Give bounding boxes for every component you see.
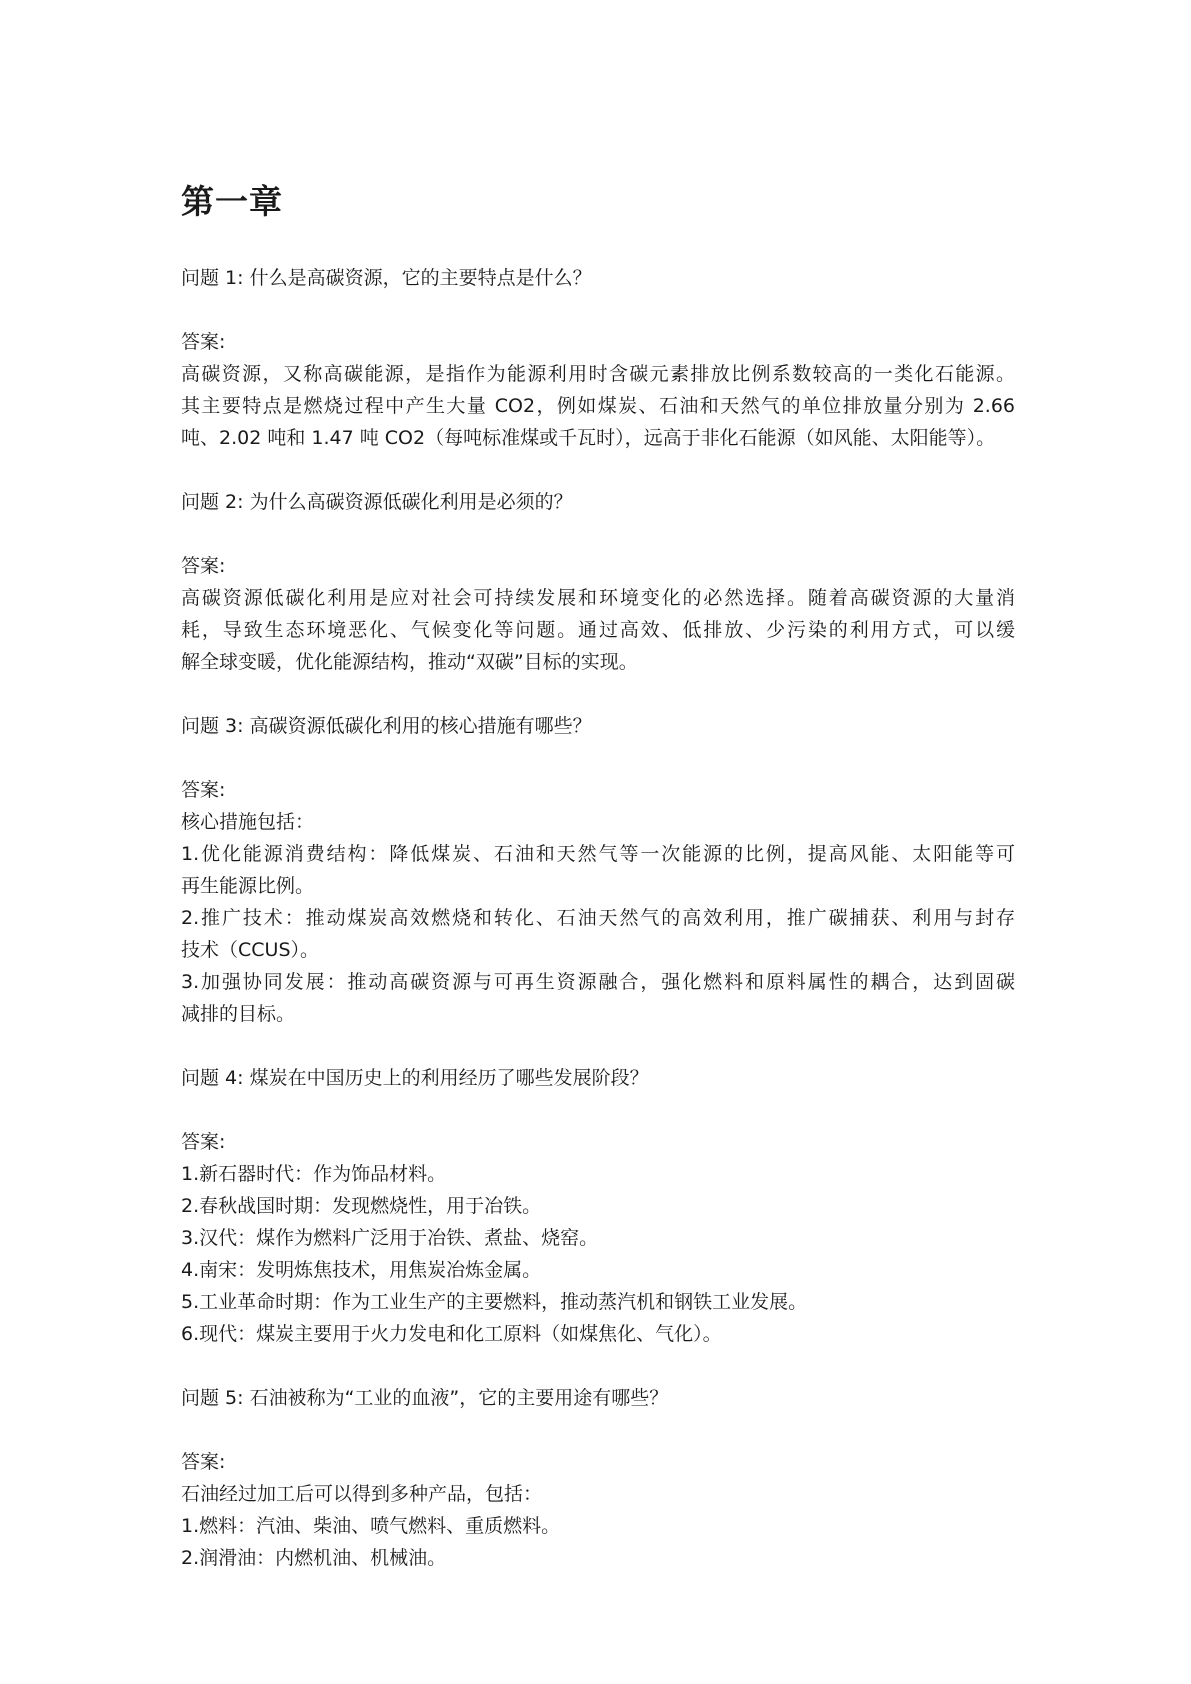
qa-item-5 [181, 1382, 1015, 1574]
answer-line: 减排的目标。 [181, 1003, 296, 1025]
answer-line: 4.南宋：发明炼焦技术，用焦炭冶炼金属。 [181, 1259, 542, 1281]
qa-item-3 [181, 710, 1015, 1030]
answer-label: 答案: [181, 1131, 226, 1153]
answer-line: 耗，导致生态环境恶化、气候变化等问题。通过高效、低排放、少污染的利用方式，可以缓 [181, 619, 1015, 641]
question-1: 问题 1: 什么是高碳资源，它的主要特点是什么？ [181, 267, 592, 289]
question-4: 问题 4: 煤炭在中国历史上的利用经历了哪些发展阶段？ [181, 1067, 649, 1089]
answer-line: 高碳资源低碳化利用是应对社会可持续发展和环境变化的必然选择。随着高碳资源的大量消 [181, 587, 1015, 609]
qa-list [181, 262, 1015, 1574]
document-page [181, 180, 1015, 1606]
answer-label: 答案: [181, 1451, 226, 1473]
answer-line: 5.工业革命时期：作为工业生产的主要燃料，推动蒸汽机和钢铁工业发展。 [181, 1291, 808, 1313]
answer-line: 1.优化能源消费结构：降低煤炭、石油和天然气等一次能源的比例，提高风能、太阳能等可 [181, 843, 1015, 865]
answer-line: 其主要特点是燃烧过程中产生大量 CO2，例如煤炭、石油和天然气的单位排放量分别为 2.66 [181, 395, 1015, 417]
answer-line: 解全球变暖，优化能源结构，推动“双碳”目标的实现。 [181, 651, 638, 673]
answer-line: 再生能源比例。 [181, 875, 315, 897]
answer-line: 3.汉代：煤作为燃料广泛用于冶铁、煮盐、烧窑。 [181, 1227, 599, 1249]
qa-item-4 [181, 1062, 1015, 1350]
answer-line: 石油经过加工后可以得到多种产品，包括： [181, 1483, 543, 1505]
answer-line: 2.推广技术：推动煤炭高效燃烧和转化、石油天然气的高效利用，推广碳捕获、利用与封存 [181, 907, 1015, 929]
answer-line: 高碳资源，又称高碳能源，是指作为能源利用时含碳元素排放比例系数较高的一类化石能源。 [181, 363, 1015, 385]
qa-item-2 [181, 486, 1015, 678]
answer-line: 2.润滑油：内燃机油、机械油。 [181, 1547, 447, 1569]
answer-line: 6.现代：煤炭主要用于火力发电和化工原料（如煤焦化、气化）。 [181, 1323, 722, 1345]
question-3: 问题 3: 高碳资源低碳化利用的核心措施有哪些？ [181, 715, 592, 737]
question-5: 问题 5: 石油被称为“工业的血液”，它的主要用途有哪些？ [181, 1387, 669, 1409]
question-2: 问题 2: 为什么高碳资源低碳化利用是必须的？ [181, 491, 573, 513]
answer-label: 答案: [181, 779, 226, 801]
answer-label: 答案: [181, 555, 226, 577]
answer-line: 吨、2.02 吨和 1.47 吨 CO2（每吨标准煤或千瓦时），远高于非化石能源（如风能、太阳能等）。 [181, 427, 996, 449]
answer-line: 1.燃料：汽油、柴油、喷气燃料、重质燃料。 [181, 1515, 561, 1537]
answer-line: 2.春秋战国时期：发现燃烧性，用于冶铁。 [181, 1195, 542, 1217]
chapter-title: 第一章 [181, 182, 283, 221]
qa-item-1 [181, 262, 1015, 454]
answer-line: 1.新石器时代：作为饰品材料。 [181, 1163, 447, 1185]
answer-line: 3.加强协同发展：推动高碳资源与可再生资源融合，强化燃料和原料属性的耦合，达到固碳 [181, 971, 1015, 993]
answer-label: 答案: [181, 331, 226, 353]
answer-line: 核心措施包括： [181, 811, 315, 833]
answer-line: 技术（CCUS）。 [181, 939, 320, 961]
